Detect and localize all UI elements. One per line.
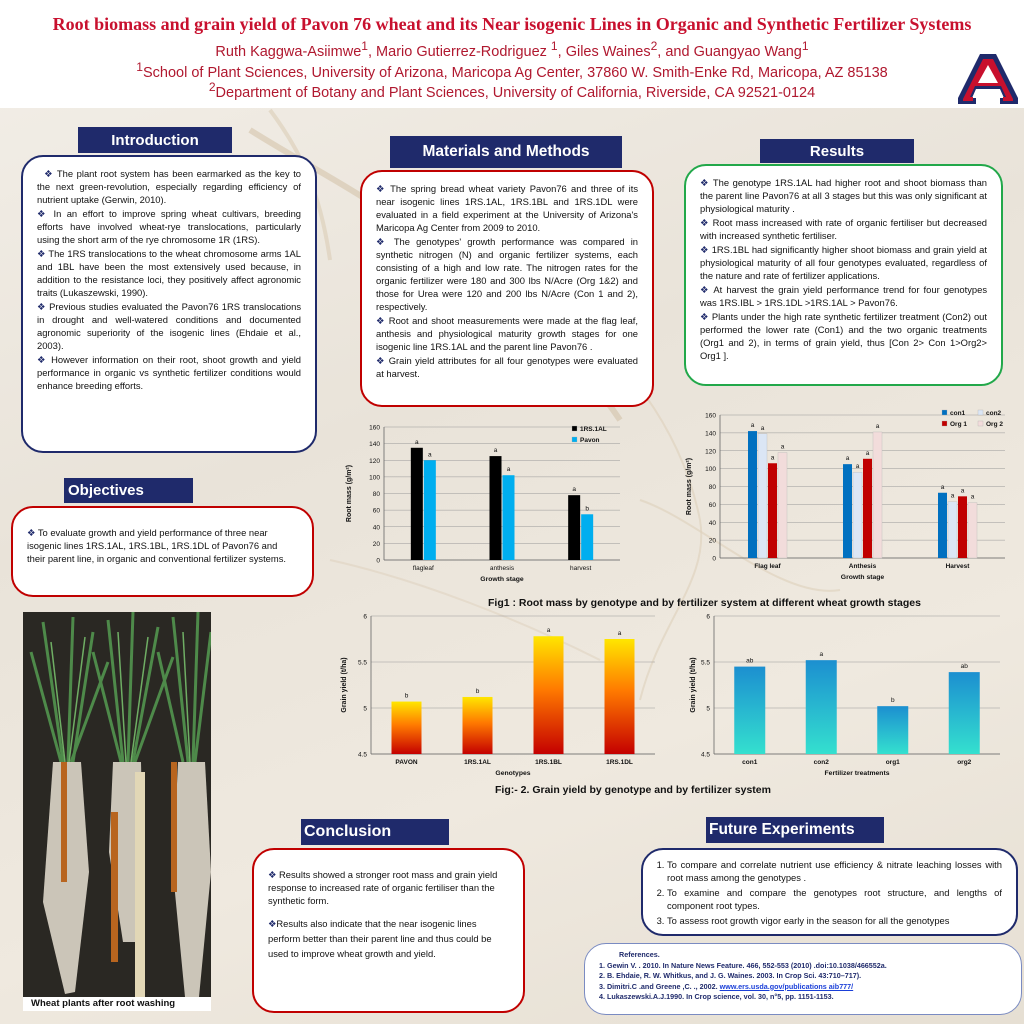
bar <box>958 496 967 558</box>
y-tick-label: 0 <box>712 555 716 563</box>
y-tick-label: 100 <box>705 466 716 474</box>
bar <box>863 459 872 558</box>
significance-letter: a <box>493 447 498 455</box>
y-tick-label: 6 <box>706 613 710 621</box>
bar <box>411 448 423 560</box>
results-heading: Results <box>760 139 914 163</box>
x-axis-label: Growth stage <box>480 576 524 583</box>
y-axis-label: Grain yield (t/ha) <box>690 657 697 713</box>
significance-letter: a <box>960 487 965 495</box>
significance-letter: a <box>572 486 576 494</box>
affiliation-2-sup: 2 <box>208 80 216 94</box>
y-axis-label: Grain yield (t/ha) <box>341 657 348 713</box>
reference-4: 4. Lukaszewski.A.J.1990. In Crop science, vol. 30, n°5, pp. 1151-1153. <box>599 992 834 1001</box>
significance-letter: a <box>428 451 432 459</box>
bar <box>768 463 777 558</box>
y-tick-label: 60 <box>708 501 716 509</box>
methods-bullet-2: ❖ The genotypes' growth performance was compared in synthetic nitrogen (N) and organic fertilizer systems, each consisting of a high and low rate. The nitrogen rates for the organic fertilizer were 180 and 300 lbs N/Acre (Org 1&2) and those for Urea were 120 and 200 lbs N/Acre (Con 1 and 2), respectively. <box>376 236 639 312</box>
significance-letter: ab <box>960 663 968 671</box>
y-tick-label: 160 <box>369 424 380 432</box>
root-mass-fertilizer-chart <box>680 405 1015 588</box>
bar <box>424 460 436 560</box>
y-axis-label: Root mass (g/m²) <box>346 464 353 523</box>
bar <box>877 706 908 754</box>
legend-label: 1RS.1AL <box>580 426 607 433</box>
future-list <box>649 858 1002 927</box>
y-tick-label: 4.5 <box>357 751 367 759</box>
y-tick-label: 80 <box>372 491 380 498</box>
author-3-sup: 2 <box>650 39 658 53</box>
significance-letter: a <box>506 466 511 474</box>
legend-swatch <box>978 410 983 415</box>
significance-letter: a <box>780 443 785 451</box>
x-tick-label: 1RS.1BL <box>535 759 562 766</box>
bar <box>568 495 580 560</box>
significance-letter: b <box>404 692 409 700</box>
x-tick-label: 1RS.1AL <box>464 759 491 766</box>
y-tick-label: 4.5 <box>700 751 710 759</box>
y-tick-label: 5.5 <box>357 659 367 667</box>
x-tick-label: Harvest <box>945 563 970 570</box>
significance-letter: a <box>875 422 880 430</box>
y-tick-label: 6 <box>363 613 367 621</box>
legend-label: Org 2 <box>986 421 1003 428</box>
significance-letter: a <box>415 438 419 446</box>
y-tick-label: 0 <box>376 557 380 565</box>
grain-yield-fertilizer-chart <box>684 608 1010 783</box>
significance-letter: a <box>950 492 955 500</box>
bar <box>534 636 564 754</box>
figure-1-caption: Fig1 : Root mass by genotype and by fertilizer system at different wheat growth stages <box>488 597 921 609</box>
legend-swatch <box>942 421 947 426</box>
significance-letter: a <box>770 454 775 462</box>
x-tick-label: con2 <box>813 759 829 766</box>
future-item-2: 2. To examine and compare the genotypes root structure, and lengths of component root types. <box>667 886 1002 912</box>
bar <box>392 702 422 754</box>
significance-letter: a <box>855 463 860 471</box>
methods-bullet-1: ❖ The spring bread wheat variety Pavon76 and three of its near isogenic lines 1RS.1AL, 1RS.1BL and 1RS.1DL were evaluated in a field experiment at the University of Arizona's Maricopa Ag Center from 2009 to 2010. <box>376 183 639 233</box>
significance-letter: a <box>865 449 870 457</box>
results-bullet-2: ❖ Root mass increased with rate of organic fertiliser but decreased with increased synthetic fertiliser. <box>700 217 988 241</box>
y-tick-label: 160 <box>705 412 716 420</box>
y-tick-label: 80 <box>708 484 716 491</box>
reference-2: 2. B. Ehdaie, R. W. Whitkus, and J. G. Waines. 2003. In Crop Sci. 43:710–717). <box>599 971 862 980</box>
author-1-sup: 1 <box>361 39 368 53</box>
author-4: , and Guangyao Wang <box>657 43 802 60</box>
x-tick-label: Flag leaf <box>754 563 781 570</box>
affiliation-1 <box>0 60 1024 81</box>
conclusion-bullet-2: ❖Results also indicate that the near isogenic lines perform better than their parent line and thus could be used to improve wheat growth and yield. <box>268 918 492 959</box>
future-item-3: 3. To assess root growth vigor early in the season for all the genotypes <box>667 914 1002 927</box>
bar <box>748 431 757 558</box>
significance-letter: a <box>546 627 551 635</box>
intro-bullet-1: ❖ The plant root system has been earmarked as the key to the next green-revolution, especially regarding efficiency of nutrient uptake (Gerwin, 2010). <box>37 168 302 205</box>
bar <box>734 667 765 754</box>
author-list <box>0 39 1024 60</box>
legend-label: con2 <box>986 410 1002 417</box>
poster-title: Root biomass and grain yield of Pavon 76 wheat and its Near isogenic Lines in Organic and Synthetic Fertilizer Systems <box>52 14 972 34</box>
intro-bullet-2: ❖ In an effort to improve spring wheat cultivars, breeding efforts have involved wheat-rye translocations, particularly using the short arm of the rye chromosome 1R (1RS). <box>37 208 301 245</box>
x-tick-label: org1 <box>885 759 900 766</box>
x-tick-label: flagleaf <box>412 565 434 572</box>
bar <box>605 639 635 754</box>
legend-swatch <box>942 410 947 415</box>
author-1: Ruth Kaggwa-Asiimwe <box>215 43 362 60</box>
significance-letter: a <box>819 651 824 659</box>
affiliation-2 <box>0 80 1024 101</box>
bar <box>758 434 767 558</box>
significance-letter: a <box>750 422 755 430</box>
objectives-heading: Objectives <box>64 478 193 503</box>
y-tick-label: 5 <box>363 705 367 713</box>
bar <box>778 453 787 558</box>
bar <box>873 432 882 558</box>
y-tick-label: 20 <box>708 537 716 545</box>
significance-letter: a <box>970 493 975 501</box>
grain-yield-genotype-chart <box>335 608 665 783</box>
conclusion-heading: Conclusion <box>301 819 449 845</box>
x-tick-label: Anthesis <box>848 563 877 570</box>
x-tick-label: org2 <box>957 759 972 766</box>
results-bullet-3: ❖ 1RS.1BL had significantly higher shoot biomass and grain yield at physiological maturity of all four genotypes evaluated, regardless of the nature and rate of fertilizer applications. <box>700 244 987 281</box>
legend-swatch <box>572 437 577 442</box>
introduction-box <box>21 155 317 453</box>
bar <box>806 660 837 754</box>
legend-swatch <box>572 426 577 431</box>
intro-bullet-3: ❖ The 1RS translocations to the wheat chromosome arms 1AL and 1BL have been the most extensively used because, in addition to the resistance loci, they positively affect agronomic traits (Lukaszewski, 1990). <box>37 248 301 298</box>
methods-bullet-4: ❖ Grain yield attributes for all four genotypes were evaluated at harvest. <box>376 355 639 379</box>
legend-label: Pavon <box>580 437 600 444</box>
bar <box>968 503 977 558</box>
y-tick-label: 20 <box>372 540 380 548</box>
author-2: , Mario Gutierrez-Rodriguez <box>368 43 551 60</box>
future-box <box>641 848 1018 936</box>
x-axis-label: Genotypes <box>495 770 531 777</box>
results-bullet-4: ❖ At harvest the grain yield performance trend for four genotypes was 1RS.IBL > 1RS.1DL >1RS.1AL > Pavon76. <box>700 284 988 308</box>
x-tick-label: harvest <box>570 565 592 572</box>
x-axis-label: Growth stage <box>840 574 885 581</box>
reference-3-link[interactable]: www.ers.usda.gov/publications aib777/ <box>719 981 854 991</box>
methods-heading: Materials and Methods <box>390 136 622 168</box>
reference-3: 3. Dimitri.C .and Greene ,C. ., 2002. www.ers.usda.gov/publications aib777/ <box>599 981 854 991</box>
references-heading: References. <box>619 950 660 959</box>
legend-swatch <box>978 421 983 426</box>
y-tick-label: 60 <box>372 507 380 515</box>
introduction-heading: Introduction <box>78 127 232 153</box>
conclusion-bullet-1: ❖ Results showed a stronger root mass and grain yield response to increased rate of organic fertiliser than the synthetic form. <box>268 869 498 906</box>
poster-header <box>0 0 1024 108</box>
y-tick-label: 140 <box>369 441 380 449</box>
significance-letter: a <box>940 483 945 491</box>
bar <box>490 456 502 560</box>
significance-letter: a <box>845 455 850 463</box>
bar <box>938 493 947 558</box>
affiliation-2-text: Department of Botany and Plant Sciences, University of California, Riverside, CA 92521-0124 <box>215 84 816 101</box>
significance-letter: b <box>585 505 589 513</box>
y-tick-label: 40 <box>372 524 380 532</box>
methods-bullet-3: ❖ Root and shoot measurements were made at the flag leaf, anthesis and physiological maturity growth stages for one isogenic line 1RS.1AL and the parent line Pavon76 . <box>376 315 639 352</box>
significance-letter: a <box>760 424 765 432</box>
conclusion-box <box>252 848 525 1013</box>
bar <box>949 672 980 754</box>
intro-bullet-4: ❖ Previous studies evaluated the Pavon76 1RS translocations in drought and well-watered conditions and documented agronomic superiority of the isogenic lines (Ehdaie et al., 2003). <box>37 301 302 351</box>
wheat-plants-photo <box>23 612 211 997</box>
bar <box>503 475 515 560</box>
bar <box>853 472 862 558</box>
future-heading: Future Experiments <box>706 817 884 843</box>
results-bullet-5: ❖ Plants under the high rate synthetic fertilizer treatment (Con2) out performed the lower rate (Con1) and the two organic treatments (Org1 and 2), in terms of grain yield, thus [Con 2> Con 1>Org2> Org1 ]. <box>700 311 987 361</box>
objectives-box <box>11 506 314 597</box>
future-item-1: 1. To compare and correlate nutrient use efficiency & nitrate leaching losses with root mass among the genotypes . <box>667 858 1002 884</box>
y-tick-label: 5.5 <box>700 659 710 667</box>
references-box <box>584 943 1022 1015</box>
y-tick-label: 100 <box>369 474 380 482</box>
photo-illustration <box>23 612 211 997</box>
university-logo <box>956 52 1020 106</box>
x-tick-label: anthesis <box>489 565 515 572</box>
root-mass-genotype-chart <box>340 415 640 590</box>
affiliation-1-text: School of Plant Sciences, University of Arizona, Maricopa Ag Center, 37860 W. Smith-Enke Rd, Maricopa, AZ 85138 <box>143 64 888 81</box>
y-tick-label: 40 <box>708 519 716 527</box>
bar <box>948 502 957 558</box>
legend-label: con1 <box>950 410 966 417</box>
results-bullet-1: ❖ The genotype 1RS.1AL had higher root and shoot biomass than the parent line Pavon76 at all 3 stages but this was only significant at physiological maturity . <box>700 177 988 214</box>
results-box <box>684 164 1003 386</box>
y-axis-label: Root mass (g/m²) <box>686 457 693 516</box>
y-tick-label: 5 <box>706 705 710 713</box>
affiliation-1-sup: 1 <box>136 60 143 74</box>
bar <box>463 697 493 754</box>
photo-caption: Wheat plants after root washing <box>23 997 211 1011</box>
y-tick-label: 120 <box>705 448 716 456</box>
intro-bullet-5: ❖ However information on their root, shoot growth and yield performance in organic vs synthetic fertilizer conditions would enhance breeding efforts. <box>37 354 301 391</box>
bar <box>843 464 852 558</box>
significance-letter: b <box>475 687 480 695</box>
methods-box <box>360 170 654 407</box>
bar <box>581 514 593 560</box>
significance-letter: ab <box>746 657 754 665</box>
x-axis-label: Fertilizer treatments <box>824 770 890 777</box>
figure-2-caption: Fig:- 2. Grain yield by genotype and by fertilizer system <box>495 784 771 796</box>
x-tick-label: 1RS.1DL <box>606 759 633 766</box>
x-tick-label: con1 <box>742 759 758 766</box>
objective-bullet-1: ❖ To evaluate growth and yield performance of three near isogenic lines 1RS.1AL, 1RS.1BL, 1RS.1DL of Pavon76 and their parent line, in organic and conventional fertilizer systems. <box>27 527 286 564</box>
y-tick-label: 120 <box>369 457 380 465</box>
author-2-sup: 1 <box>550 39 558 53</box>
y-tick-label: 140 <box>705 430 716 438</box>
author-3: , Giles Waines <box>557 43 651 60</box>
significance-letter: a <box>617 630 622 637</box>
author-4-sup: 1 <box>801 39 809 53</box>
significance-letter: b <box>890 697 895 705</box>
x-tick-label: PAVON <box>395 759 418 766</box>
legend-label: Org 1 <box>950 421 967 428</box>
reference-1: 1. Gewin V. . 2010. In Nature News Feature. 466, 552-553 (2010) .doi:10.1038/466552a. <box>599 960 887 970</box>
